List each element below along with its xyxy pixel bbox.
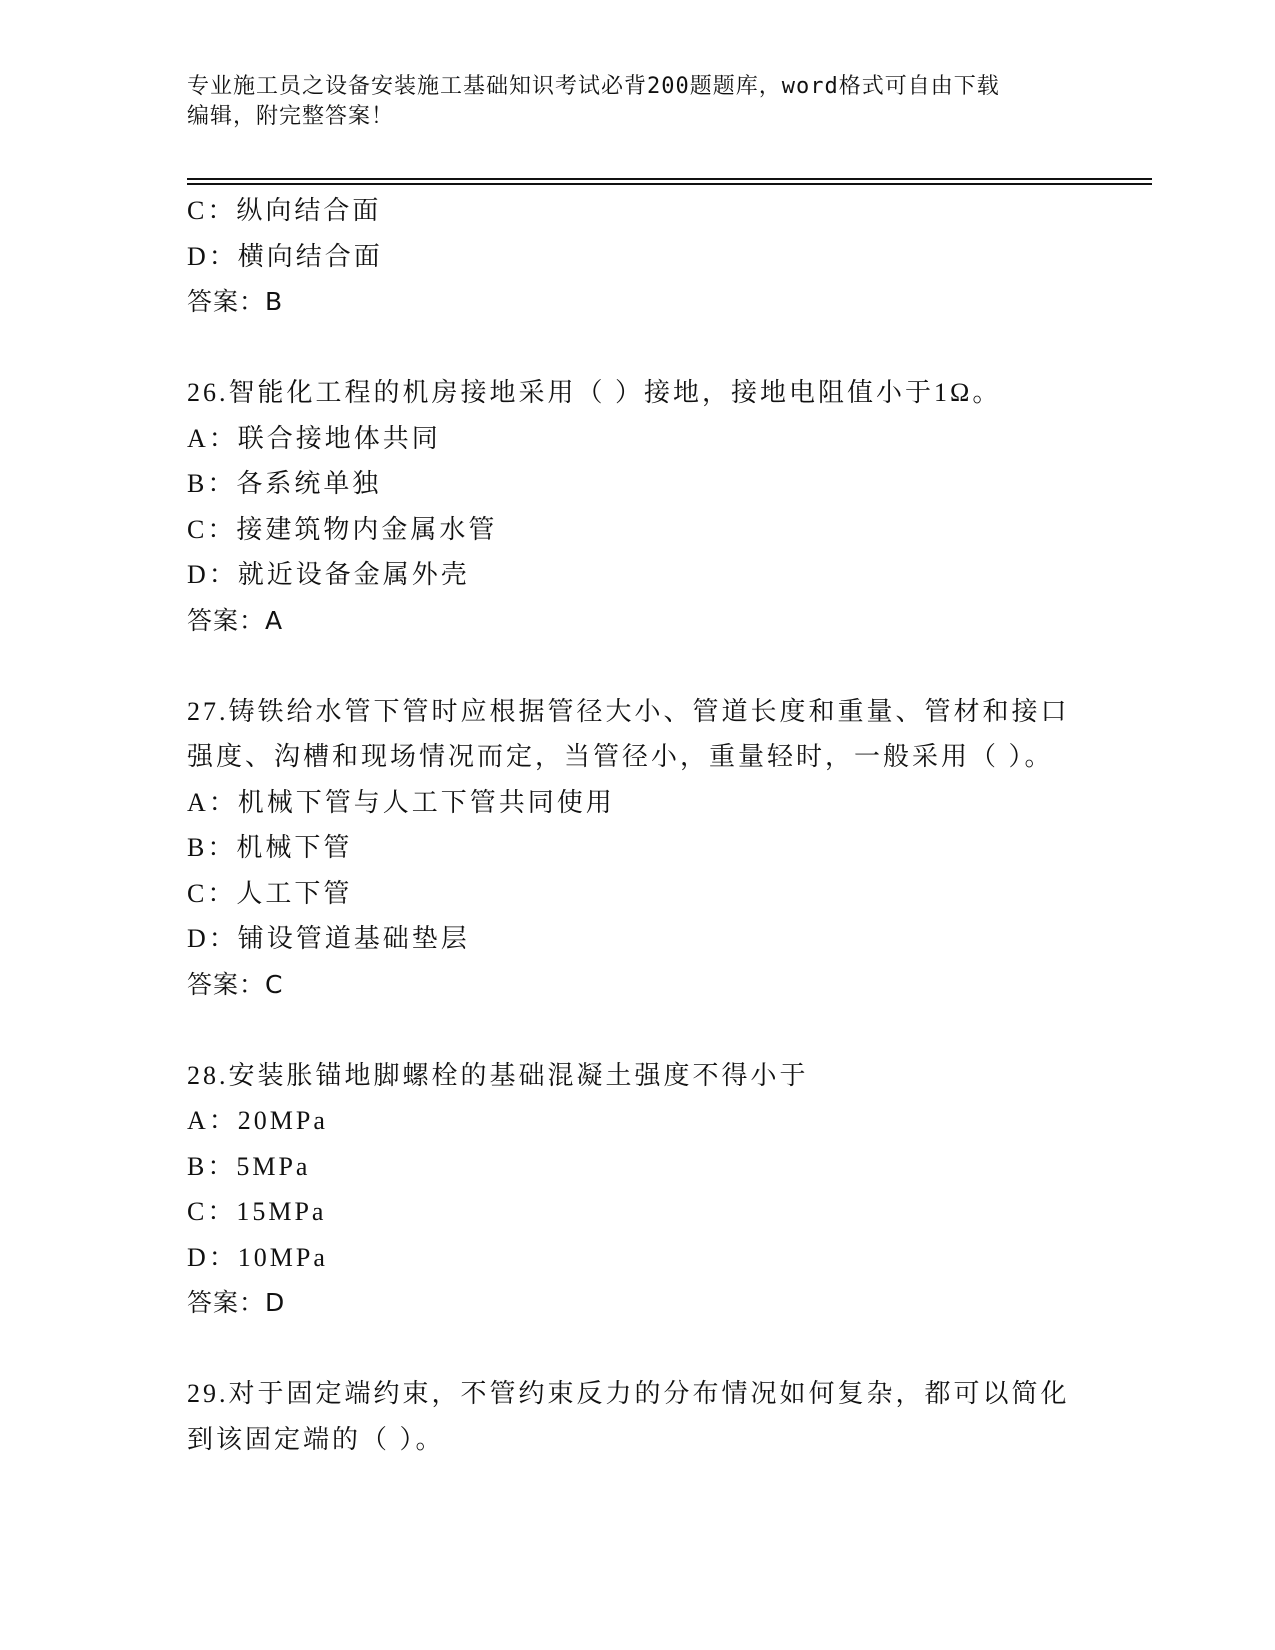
question-spacer bbox=[187, 643, 1147, 689]
question-26 bbox=[187, 370, 1147, 643]
header-line-2: 编辑，附完整答案！ bbox=[187, 104, 395, 129]
question-stem-continued: 到该固定端的（ ）。 bbox=[187, 1424, 445, 1454]
question-stem: 28.安装胀锚地脚螺栓的基础混凝土强度不得小于 bbox=[187, 1060, 809, 1090]
answer-label: 答案：D bbox=[187, 1288, 286, 1317]
question-stem: 26.智能化工程的机房接地采用（ ）接地，接地电阻值小于1Ω。 bbox=[187, 378, 1002, 407]
option-c: C：纵向结合面 bbox=[187, 196, 382, 225]
option-b: B：各系统单独 bbox=[187, 469, 382, 498]
option-d: D：10MPa bbox=[187, 1242, 328, 1272]
question-stem-continued: 强度、沟槽和现场情况而定，当管径小，重量轻时，一般采用（ ）。 bbox=[187, 742, 1054, 771]
option-b: B：5MPa bbox=[187, 1151, 311, 1181]
answer-label: 答案：C bbox=[187, 969, 284, 999]
header-divider-bottom bbox=[187, 183, 1152, 185]
question-29 bbox=[187, 1371, 1147, 1462]
question-stem: 27.铸铁给水管下管时应根据管径大小、管道长度和重量、管材和接口 bbox=[187, 696, 1070, 726]
header-line-1: 专业施工员之设备安装施工基础知识考试必背200题题库，word格式可自由下载 bbox=[187, 74, 1000, 99]
option-c: C：人工下管 bbox=[187, 878, 353, 908]
question-stem: 29.对于固定端约束，不管约束反力的分布情况如何复杂，都可以简化 bbox=[187, 1379, 1070, 1408]
option-c: C：接建筑物内金属水管 bbox=[187, 514, 498, 544]
option-b: B：机械下管 bbox=[187, 833, 353, 862]
option-a: A：机械下管与人工下管共同使用 bbox=[187, 787, 615, 817]
answer-label: 答案：B bbox=[187, 287, 284, 316]
question-list bbox=[187, 188, 1147, 1462]
question-spacer bbox=[187, 1007, 1147, 1053]
option-d: D：就近设备金属外壳 bbox=[187, 560, 470, 589]
option-c: C：15MPa bbox=[187, 1197, 327, 1226]
header-divider-top bbox=[187, 178, 1152, 180]
option-a: A：20MPa bbox=[187, 1106, 328, 1135]
option-d: D：横向结合面 bbox=[187, 241, 383, 271]
document-header bbox=[187, 72, 1087, 132]
answer-label: 答案：A bbox=[187, 605, 284, 635]
option-a: A：联合接地体共同 bbox=[187, 423, 441, 453]
question-28 bbox=[187, 1053, 1147, 1326]
question-25-continuation bbox=[187, 188, 1147, 325]
question-spacer bbox=[187, 325, 1147, 371]
option-d: D：铺设管道基础垫层 bbox=[187, 924, 470, 953]
question-spacer bbox=[187, 1326, 1147, 1372]
question-27 bbox=[187, 689, 1147, 1008]
